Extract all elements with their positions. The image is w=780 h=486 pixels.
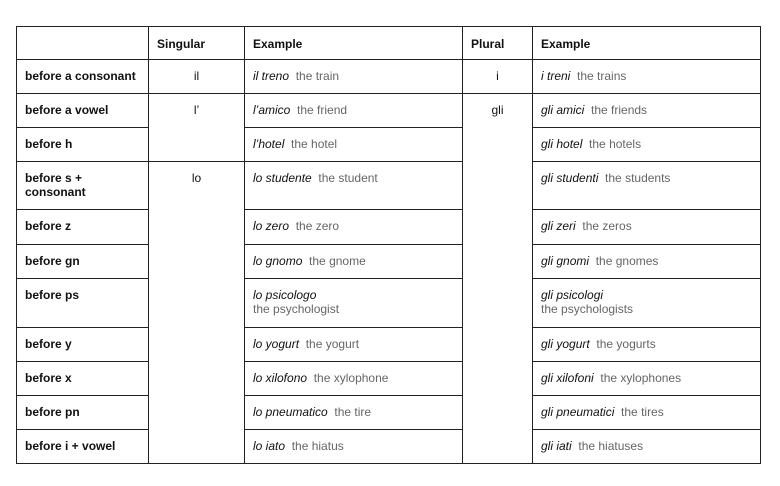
condition-cell: before h: [17, 128, 149, 162]
plural-article-cell: i: [463, 60, 533, 94]
plural-example-cell: i treni the trains: [533, 60, 761, 94]
singular-example-cell: lo psicologo the psychologist: [245, 279, 463, 328]
condition-cell: before z: [17, 210, 149, 245]
singular-example-cell: lo studente the student: [245, 162, 463, 210]
header-row: [17, 27, 761, 60]
plural-example-cell: gli pneumatici the tires: [533, 396, 761, 430]
header-condition: [17, 27, 149, 60]
plural-example-cell: gli studenti the students: [533, 162, 761, 210]
plural-article-cell: gli: [463, 94, 533, 464]
plural-example-cell: gli iati the hiatuses: [533, 430, 761, 464]
condition-cell: before y: [17, 328, 149, 362]
plural-example-cell: gli yogurt the yogurts: [533, 328, 761, 362]
singular-article-cell: il: [149, 60, 245, 94]
singular-example-cell: lo xilofono the xylophone: [245, 362, 463, 396]
singular-example-cell: l’amico the friend: [245, 94, 463, 128]
header-plural: Plural: [463, 27, 533, 60]
singular-example-cell: lo gnomo the gnome: [245, 245, 463, 279]
table-row: [17, 430, 761, 464]
table-row: [17, 245, 761, 279]
singular-example-cell: il treno the train: [245, 60, 463, 94]
singular-article-cell: lo: [149, 162, 245, 464]
table-row: [17, 362, 761, 396]
singular-example-cell: lo zero the zero: [245, 210, 463, 245]
condition-cell: before pn: [17, 396, 149, 430]
condition-cell: before x: [17, 362, 149, 396]
plural-example-cell: gli psicologi the psychologists: [533, 279, 761, 328]
table-row: [17, 60, 761, 94]
table-row: [17, 396, 761, 430]
header-plural-example: Example: [533, 27, 761, 60]
condition-cell: before a vowel: [17, 94, 149, 128]
table-row: [17, 210, 761, 245]
plural-example-cell: gli amici the friends: [533, 94, 761, 128]
singular-example-cell: l’hotel the hotel: [245, 128, 463, 162]
condition-cell: before s + consonant: [17, 162, 149, 210]
singular-example-cell: lo iato the hiatus: [245, 430, 463, 464]
plural-example-cell: gli hotel the hotels: [533, 128, 761, 162]
condition-cell: before i + vowel: [17, 430, 149, 464]
table-row: [17, 128, 761, 162]
singular-example-cell: lo yogurt the yogurt: [245, 328, 463, 362]
singular-example-cell: lo pneumatico the tire: [245, 396, 463, 430]
singular-article-cell: l’: [149, 94, 245, 162]
articles-table: [16, 26, 761, 464]
header-singular: Singular: [149, 27, 245, 60]
table-row: [17, 162, 761, 210]
header-singular-example: Example: [245, 27, 463, 60]
condition-cell: before ps: [17, 279, 149, 328]
table-row: [17, 94, 761, 128]
table-row: [17, 279, 761, 328]
plural-example-cell: gli gnomi the gnomes: [533, 245, 761, 279]
table-row: [17, 328, 761, 362]
condition-cell: before a consonant: [17, 60, 149, 94]
condition-cell: before gn: [17, 245, 149, 279]
plural-example-cell: gli zeri the zeros: [533, 210, 761, 245]
plural-example-cell: gli xilofoni the xylophones: [533, 362, 761, 396]
